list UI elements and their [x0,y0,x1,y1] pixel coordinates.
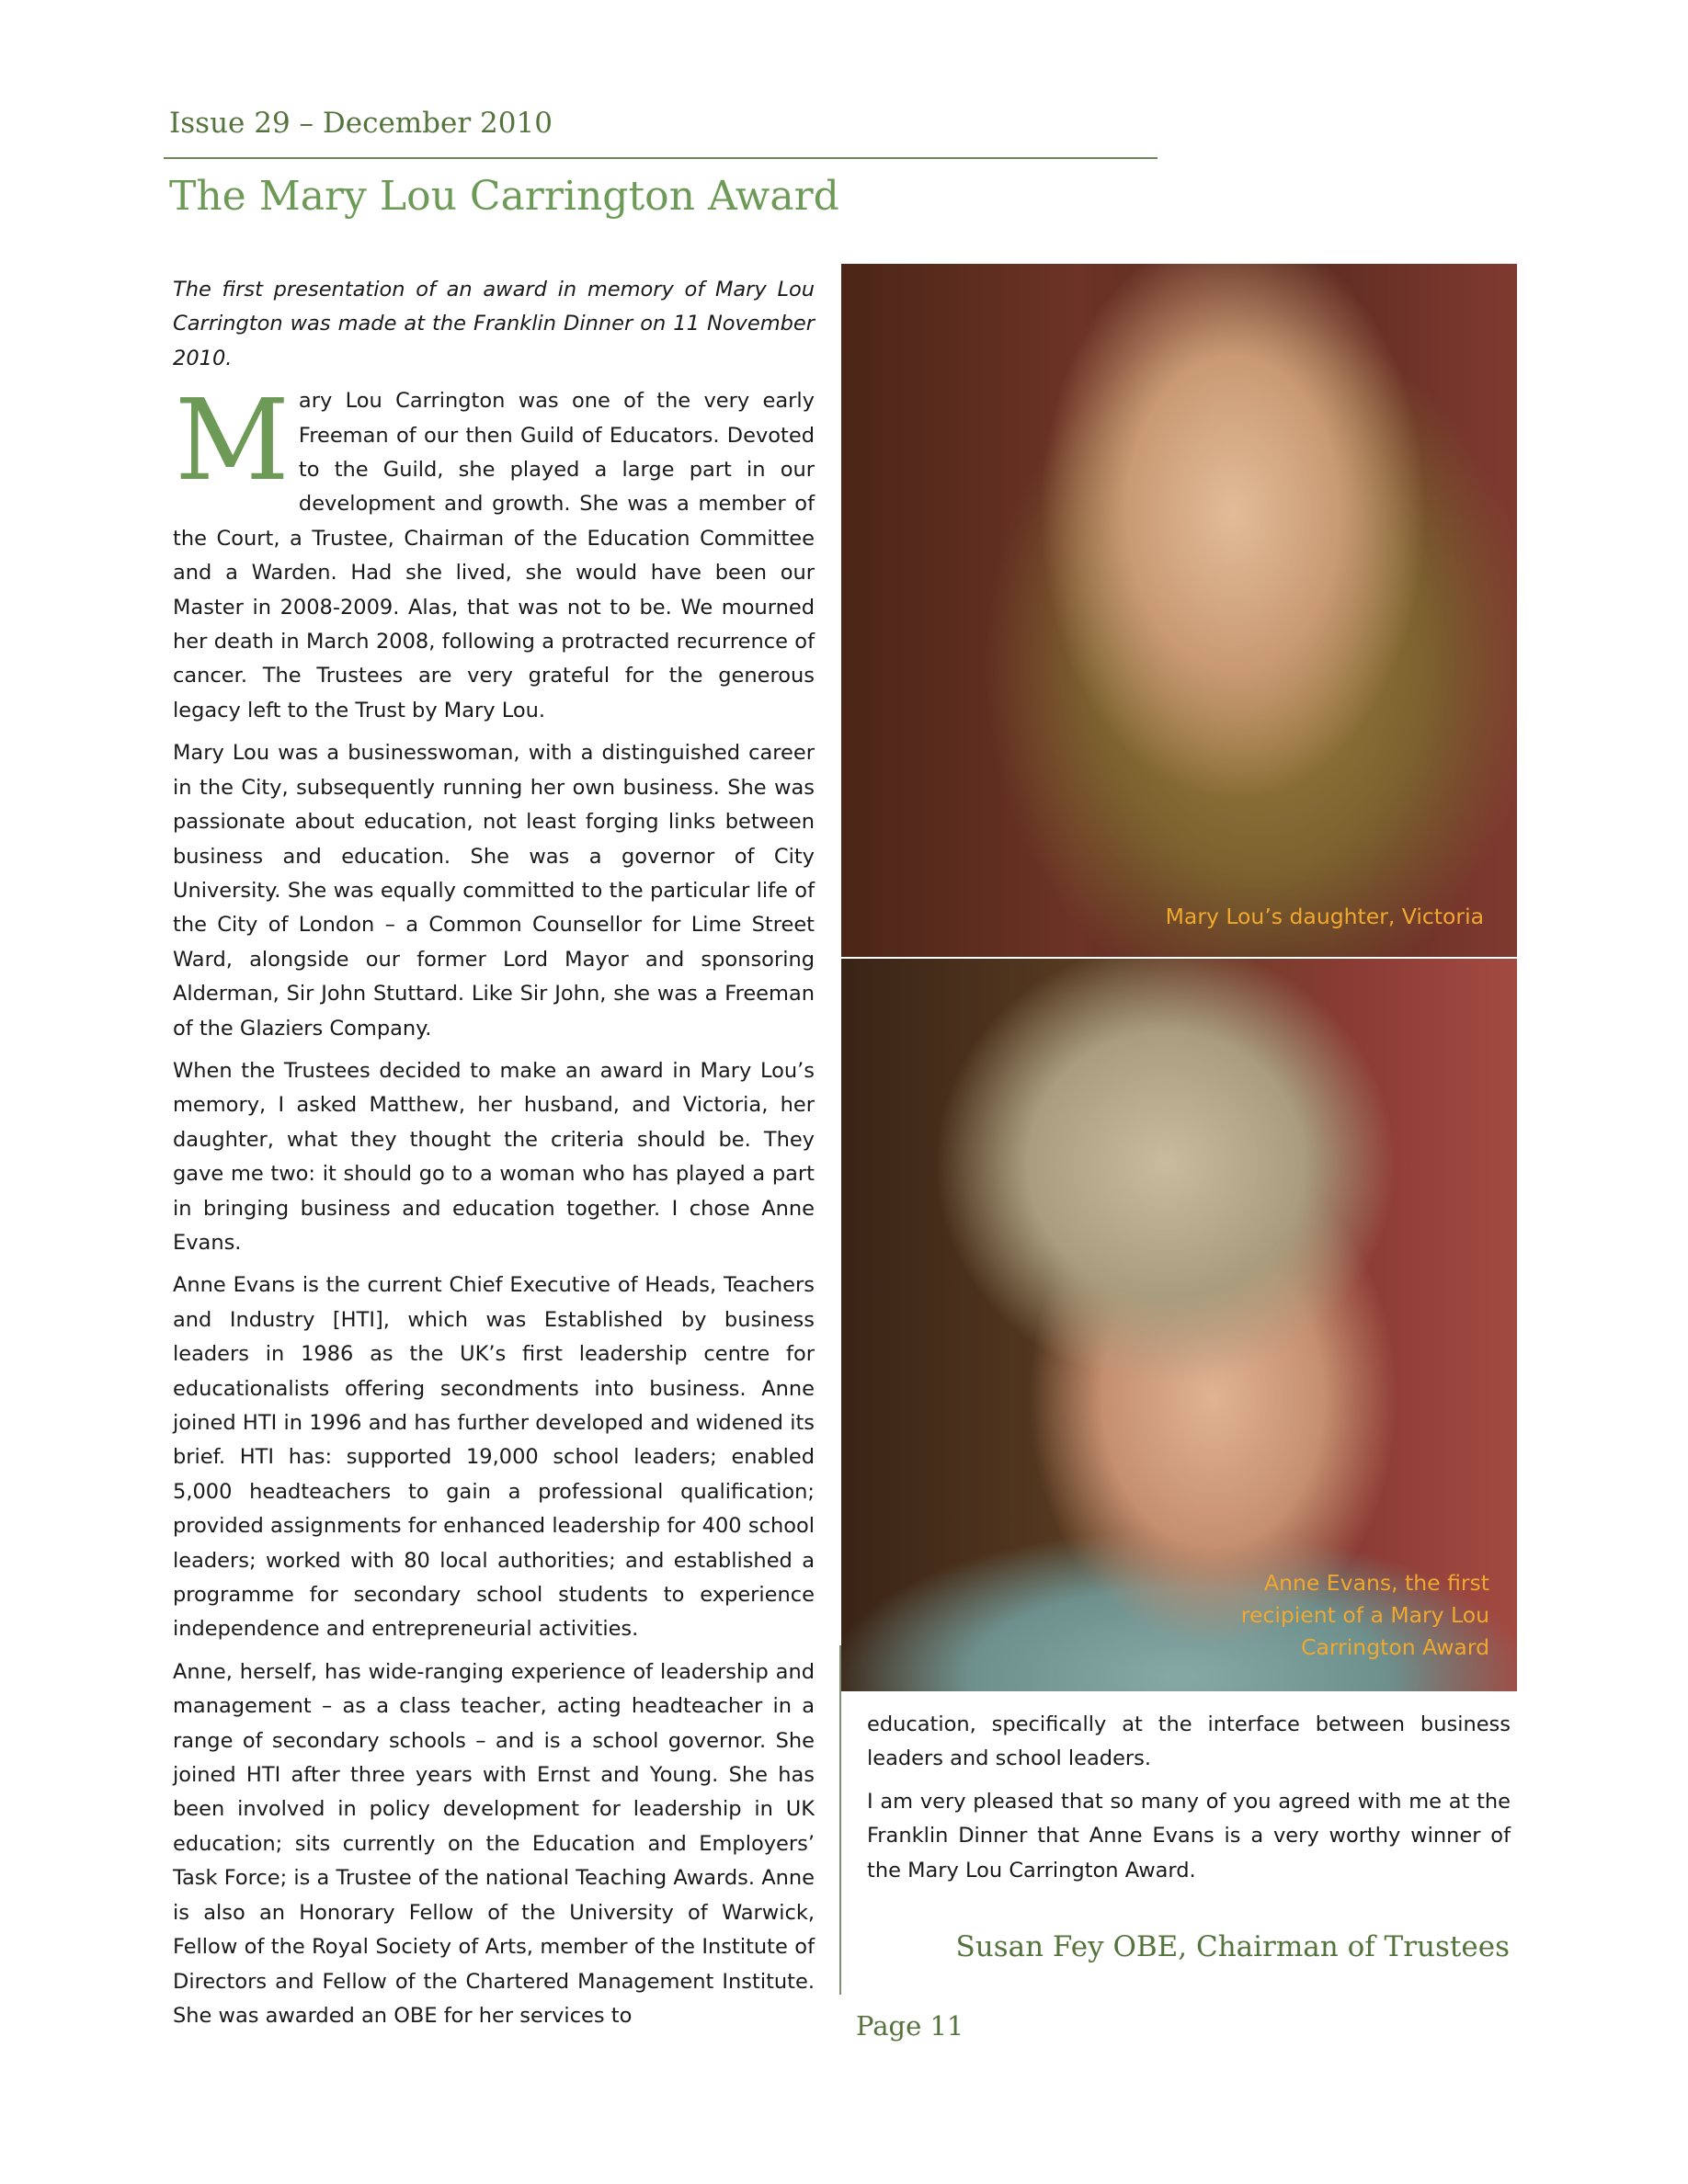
drop-cap: M [175,375,290,506]
article-intro: The first presentation of an award in memory of Mary Lou Carrington was made at the Franklin Dinner on 11 November 2010. [173,278,815,370]
page-number: Page 11 [856,2010,964,2042]
article-paragraph-1 [173,375,815,728]
article-paragraph-3: When the Trustees decided to make an award in Mary Lou’s memory, I asked Matthew, her husband, and Victoria, her daughter, what they thought the criteria should be. They gave me two: it should go to a woman who has played a part in bringing business and education together. I chose Anne Evans. [173,1058,815,1255]
right-column [867,1708,1511,1896]
photo-caption-victoria: Mary Lou’s daughter, Victoria [1165,904,1484,929]
header-divider [164,157,1158,159]
article-title: The Mary Lou Carrington Award [169,173,839,220]
paragraph-1-text: ary Lou Carrington was one of the very early Freeman of our then Guild of Educators. Devoted to the Guild, she played a large part in our development and growth. She was a member of the Court, a Trustee, Chairman of the Education Committee and a Warden. Had she lived, she would have been our Master in 2008-2009. Alas, that was not to be. We mourned her death in March 2008, following a protracted recurrence of cancer. The Trustees are very grateful for the generous legacy left to the Trust by Mary Lou. [173,389,815,722]
continuation-paragraph-2: I am very pleased that so many of you agreed with me at the Franklin Dinner that Anne Evans is a very worthy winner of the Mary Lou Carrington Award. [867,1789,1511,1883]
photo-caption-anne: Anne Evans, the first recipient of a Mary Lou Carrington Award [1240,1570,1489,1660]
continuation-paragraph-1: education, specifically at the interface between business leaders and school leaders. [867,1712,1511,1771]
column-divider [839,1645,841,1995]
signature: Susan Fey OBE, Chairman of Trustees [955,1930,1510,1963]
article-paragraph-5: Anne, herself, has wide-ranging experience of leadership and management – as a class teacher, acting headteacher in a range of secondary schools – and is a school governor. She joined HTI after three years with Ernst and Young. She has been involved in policy development for leadership in UK education; sits currently on the Education and Employers’ Task Force; is a Trustee of the national Teaching Awards. Anne is also an Honorary Fellow of the University of Warwick, Fellow of the Royal Society of Arts, member of the Institute of Directors and Fellow of the Chartered Management Institute. She was awarded an OBE for her services to [173,1659,815,2028]
article-paragraph-4: Anne Evans is the current Chief Executive of Heads, Teachers and Industry [HTI], which was Established by business leaders in 1986 as the UK’s first leadership centre for educationalists offering secondments into business. Anne joined HTI in 1996 and has further developed and widened its brief. HTI has: supported 19,000 school leaders; enabled 5,000 headteachers to gain a professional qualification; provided assignments for enhanced leadership for 400 school leaders; worked with 80 local authorities; and established a programme for secondary school students to experience independence and entrepreneurial activities. [173,1273,815,1642]
photo-victoria [841,264,1517,957]
photo-anne-evans [841,959,1517,1691]
issue-date-header: Issue 29 – December 2010 [169,107,553,140]
article-paragraph-2: Mary Lou was a businesswoman, with a distinguished career in the City, subsequently running her own business. She was passionate about education, not least forging links between business and education. She was a governor of City University. She was equally committed to the particular life of the City of London – a Common Counsellor for Lime Street Ward, alongside our former Lord Mayor and sponsoring Alderman, Sir John Stuttard. Like Sir John, she was a Freeman of the Glaziers Company. [173,741,815,1041]
left-column [173,273,815,2042]
